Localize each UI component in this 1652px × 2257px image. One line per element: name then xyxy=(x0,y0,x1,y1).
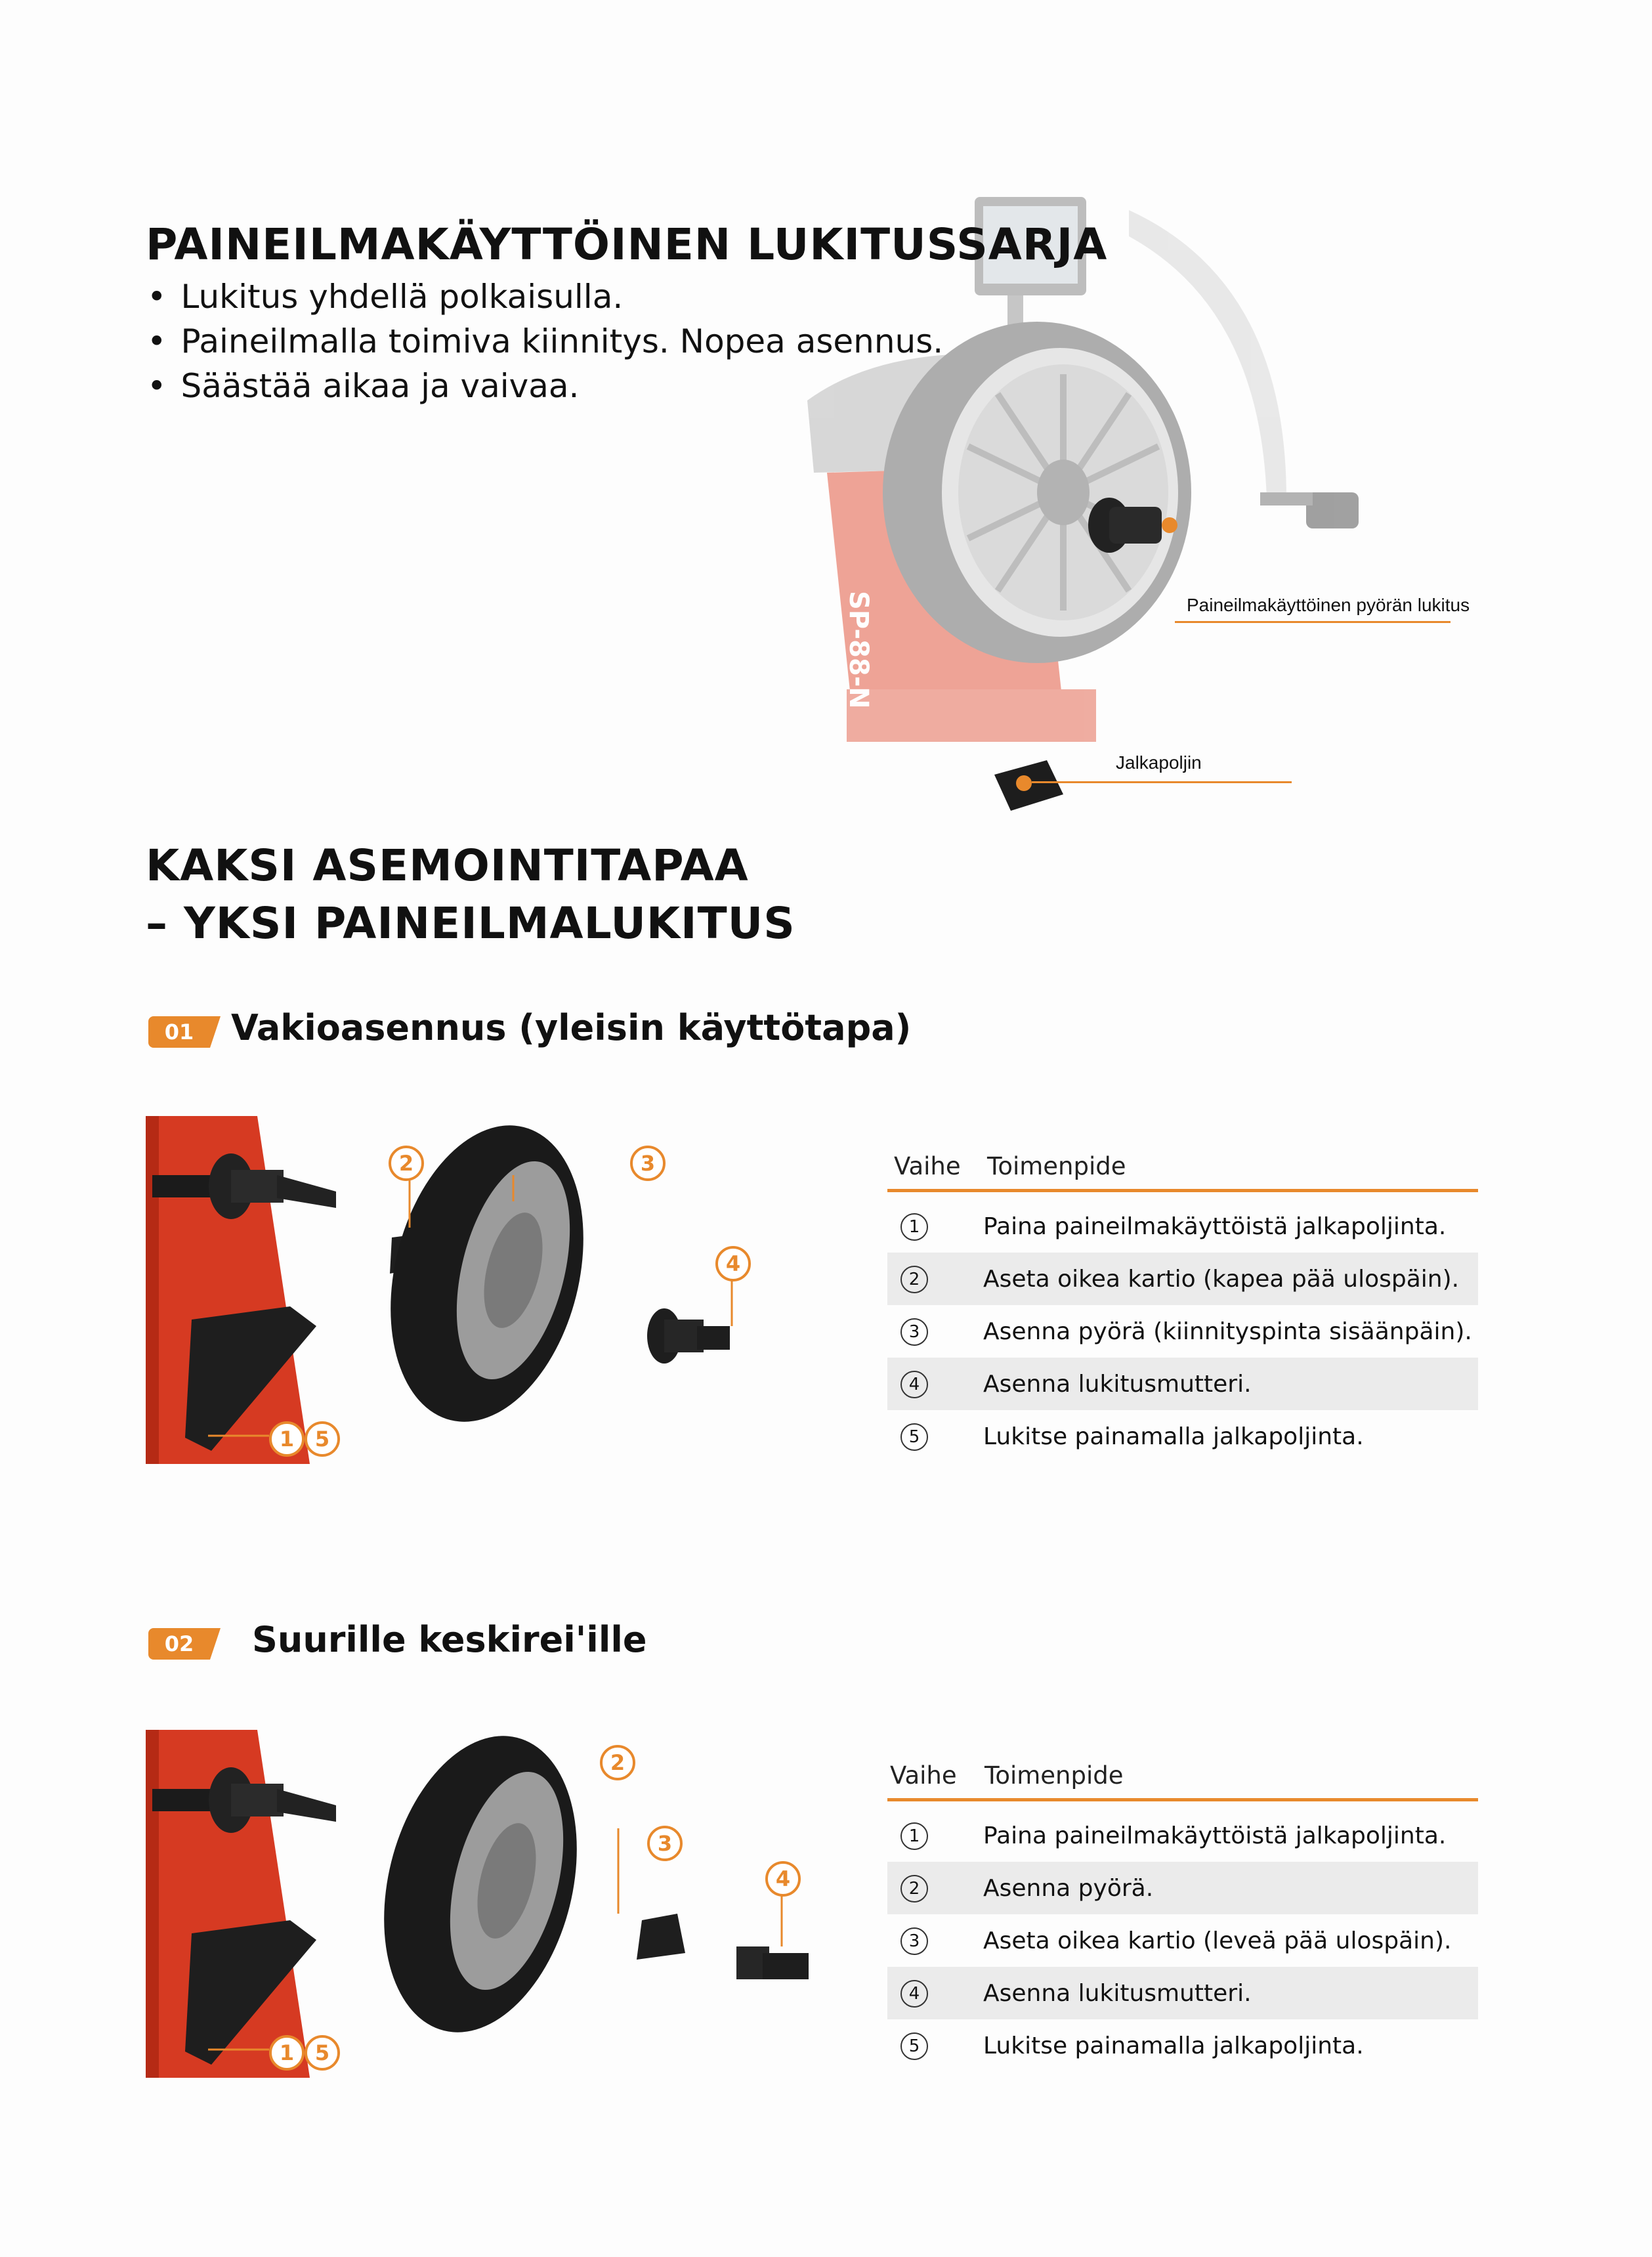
callout-line-pedal xyxy=(1032,781,1292,783)
feature-bullet: • Säästää aikaa ja vaivaa. xyxy=(147,364,943,408)
table-row xyxy=(887,1305,1478,1358)
step-number: 4 xyxy=(900,1371,928,1398)
method-02-exploded-diagram xyxy=(146,1723,835,2091)
step-number: 4 xyxy=(900,1980,928,2008)
feature-bullet-list xyxy=(147,274,943,408)
method-title-01: Vakioasennus (yleisin käyttötapa) xyxy=(231,1007,912,1048)
callout-line-lock xyxy=(1175,621,1451,623)
diagram-marker-3: 3 xyxy=(630,1146,666,1181)
table-row xyxy=(887,1809,1478,1862)
diagram-marker-2: 2 xyxy=(600,1745,635,1780)
step-number: 5 xyxy=(900,2032,928,2060)
method-01-exploded-diagram xyxy=(146,1109,835,1477)
table-header-step: Vaihe xyxy=(894,1152,961,1180)
step-text: Asenna lukitusmutteri. xyxy=(983,1371,1252,1398)
step-number: 1 xyxy=(900,1213,928,1241)
table-row xyxy=(887,1358,1478,1410)
diagram-marker-1: 1 xyxy=(269,1421,305,1457)
table-header-step: Vaihe xyxy=(890,1761,957,1790)
step-text: Asenna pyörä (kiinnityspinta sisäänpäin). xyxy=(983,1318,1472,1345)
diagram-marker-1: 1 xyxy=(269,2035,305,2071)
diagram-marker-4: 4 xyxy=(765,1861,801,1897)
feature-bullet: • Paineilmalla toimiva kiinnitys. Nopea asennus. xyxy=(147,319,943,364)
method-badge-02: 02 xyxy=(148,1628,210,1660)
step-text: Paina paineilmakäyttöistä jalkapoljintа. xyxy=(983,1213,1447,1240)
step-number: 5 xyxy=(900,1423,928,1451)
diagram-marker-3: 3 xyxy=(647,1826,683,1861)
table-row xyxy=(887,1862,1478,1914)
callout-lock-label: Paineilmakäyttöinen pyörän lukitus xyxy=(1187,595,1470,615)
step-number: 3 xyxy=(900,1927,928,1955)
step-text: Asenna lukitusmutteri. xyxy=(983,1980,1252,2007)
method-title-02: Suurille keskirei'ille xyxy=(252,1619,647,1660)
step-number: 3 xyxy=(900,1318,928,1346)
table-row xyxy=(887,1200,1478,1253)
method-badge-01: 01 xyxy=(148,1016,210,1048)
table-row xyxy=(887,1914,1478,1967)
diagram-marker-4: 4 xyxy=(715,1246,751,1281)
step-text: Aseta oikea kartio (leveä pää ulospäin). xyxy=(983,1927,1452,1954)
table-header xyxy=(887,1152,1478,1192)
callout-pedal-label: Jalkapoljin xyxy=(1116,752,1202,773)
method-01-steps-table xyxy=(887,1152,1478,1463)
table-header-action: Toimenpide xyxy=(987,1152,1126,1180)
step-text: Aseta oikea kartio (kapea pää ulospäin). xyxy=(983,1266,1460,1293)
step-number: 1 xyxy=(900,1822,928,1850)
step-text: Lukitse painamalla jalkapoljinta. xyxy=(983,1423,1364,1450)
table-row xyxy=(887,1253,1478,1305)
feature-bullet: • Lukitus yhdellä polkaisulla. xyxy=(147,274,943,319)
step-text: Paina paineilmakäyttöistä jalkapoljinta. xyxy=(983,1822,1447,1849)
step-text: Lukitse painamalla jalkapoljinta. xyxy=(983,2032,1364,2059)
method-02-steps-table xyxy=(887,1761,1478,2072)
diagram-marker-5: 5 xyxy=(305,2035,340,2071)
machine-brand: SP-88-N xyxy=(843,591,874,709)
feature-title: PAINEILMAKÄYTTÖINEN LUKITUSSARJA xyxy=(146,219,1108,270)
step-number: 2 xyxy=(900,1875,928,1902)
diagram-marker-5: 5 xyxy=(305,1421,340,1457)
step-text: Asenna pyörä. xyxy=(983,1875,1154,1902)
section-heading-line1: KAKSI ASEMOINTITAPAA xyxy=(146,840,749,891)
diagram-marker-2: 2 xyxy=(389,1146,424,1181)
table-row xyxy=(887,2019,1478,2072)
table-row xyxy=(887,1410,1478,1463)
table-header-action: Toimenpide xyxy=(985,1761,1124,1790)
table-header xyxy=(887,1761,1478,1801)
step-number: 2 xyxy=(900,1266,928,1293)
section-heading-line2: – YKSI PAINEILMALUKITUS xyxy=(146,898,795,949)
table-row xyxy=(887,1967,1478,2019)
